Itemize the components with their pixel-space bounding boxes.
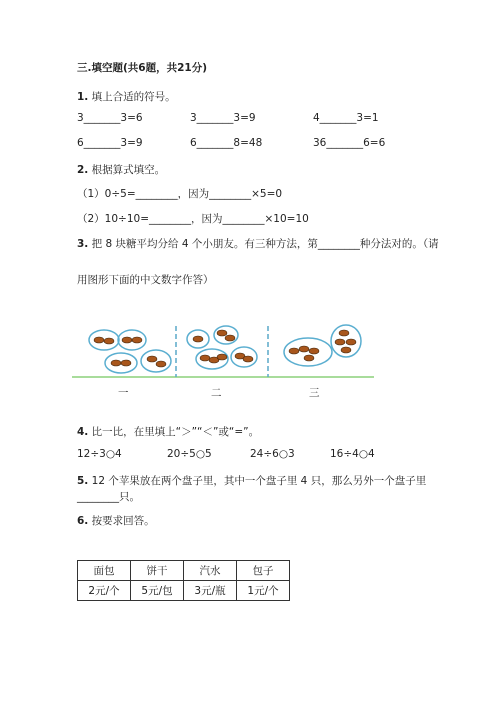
question-5-number: 5. (77, 475, 89, 487)
candy-icon (339, 330, 349, 336)
question-4-number: 4. (77, 426, 89, 438)
candy-icon (147, 356, 157, 362)
candy-icon (346, 339, 356, 345)
candy-icon (335, 339, 345, 345)
method-label-2: 二 (211, 387, 222, 399)
candy-icon (309, 348, 319, 354)
question-5-text: 12 个苹果放在两个盘子里，其中一个盘子里 4 只，那么另外一个盘子里 (91, 475, 427, 487)
table-cell: 1元/个 (237, 581, 290, 601)
table-header-cell: 汽水 (184, 561, 237, 581)
blank-item[interactable]: 6_______8=48 (190, 137, 263, 149)
table-header-cell: 包子 (237, 561, 290, 581)
blank-item[interactable]: 3_______3=9 (190, 112, 256, 124)
price-table (77, 560, 290, 601)
candy-icon (299, 346, 309, 352)
candy-icon (111, 360, 121, 366)
candy-icon (104, 338, 114, 344)
question-4-text: 比一比，在里填上“＞”“＜”或“=”。 (91, 426, 260, 438)
question-3-prompt (77, 236, 439, 251)
compare-item[interactable]: 12÷3○4 (77, 448, 122, 460)
candy-icon (304, 355, 314, 361)
blank-item[interactable]: 6_______3=9 (77, 137, 143, 149)
question-6-prompt (77, 513, 155, 528)
compare-item[interactable]: 16÷4○4 (330, 448, 375, 460)
question-6-number: 6. (77, 515, 89, 527)
table-cell: 5元/包 (131, 581, 184, 601)
candy-icon (341, 347, 351, 353)
question-2-number: 2. (77, 164, 89, 176)
question-1-text: 填上合适的符号。 (91, 91, 176, 103)
question-3-number: 3. (77, 238, 89, 250)
candy-grouping-figure (72, 320, 378, 382)
candy-icon (121, 360, 131, 366)
method-label-1: 一 (118, 387, 129, 399)
table-cell: 3元/瓶 (184, 581, 237, 601)
question-2-text: 根据算式填空。 (91, 164, 166, 176)
candy-icon (217, 354, 227, 360)
candy-icon (225, 335, 235, 341)
question-5-text-continued[interactable]: ________只。 (77, 491, 140, 503)
candy-icon (243, 356, 253, 362)
question-2-line-1[interactable]: （1）0÷5=________，因为________×5=0 (77, 188, 283, 200)
blank-item[interactable]: 36_______6=6 (313, 137, 386, 149)
question-2-prompt (77, 162, 165, 177)
candy-icon (122, 337, 132, 343)
question-3-text-continued: 用图形下面的中文数字作答） (77, 274, 214, 286)
table-header-cell: 饼干 (131, 561, 184, 581)
question-5-prompt (77, 473, 426, 488)
table-row (78, 581, 290, 601)
question-1-number: 1. (77, 91, 89, 103)
candy-icon (193, 336, 203, 342)
method-2-group (187, 326, 257, 369)
candy-icon (200, 355, 210, 361)
question-2-line-2[interactable]: （2）10÷10=________，因为________×10=10 (77, 213, 309, 225)
method-label-3: 三 (309, 387, 320, 399)
question-4-prompt (77, 424, 259, 439)
candy-icon (289, 348, 299, 354)
blank-item[interactable]: 3_______3=6 (77, 112, 143, 124)
question-3-text: 把 8 块糖平均分给 4 个小朋友。有三种方法，第________种分法对的。（请 (91, 238, 439, 250)
candy-icon (132, 337, 142, 343)
table-header-cell: 面包 (78, 561, 131, 581)
question-6-text: 按要求回答。 (91, 515, 155, 527)
table-cell: 2元/个 (78, 581, 131, 601)
method-1-group (89, 330, 171, 373)
compare-item[interactable]: 20÷5○5 (167, 448, 212, 460)
method-3-group (284, 325, 361, 366)
question-1-prompt (77, 89, 176, 104)
table-header-row (78, 561, 290, 581)
candy-icon (217, 330, 227, 336)
section-title: 三.填空题(共6题，共21分) (77, 62, 208, 74)
blank-item[interactable]: 4_______3=1 (313, 112, 379, 124)
compare-item[interactable]: 24÷6○3 (250, 448, 295, 460)
candy-icon (94, 337, 104, 343)
candy-icon (156, 361, 166, 367)
